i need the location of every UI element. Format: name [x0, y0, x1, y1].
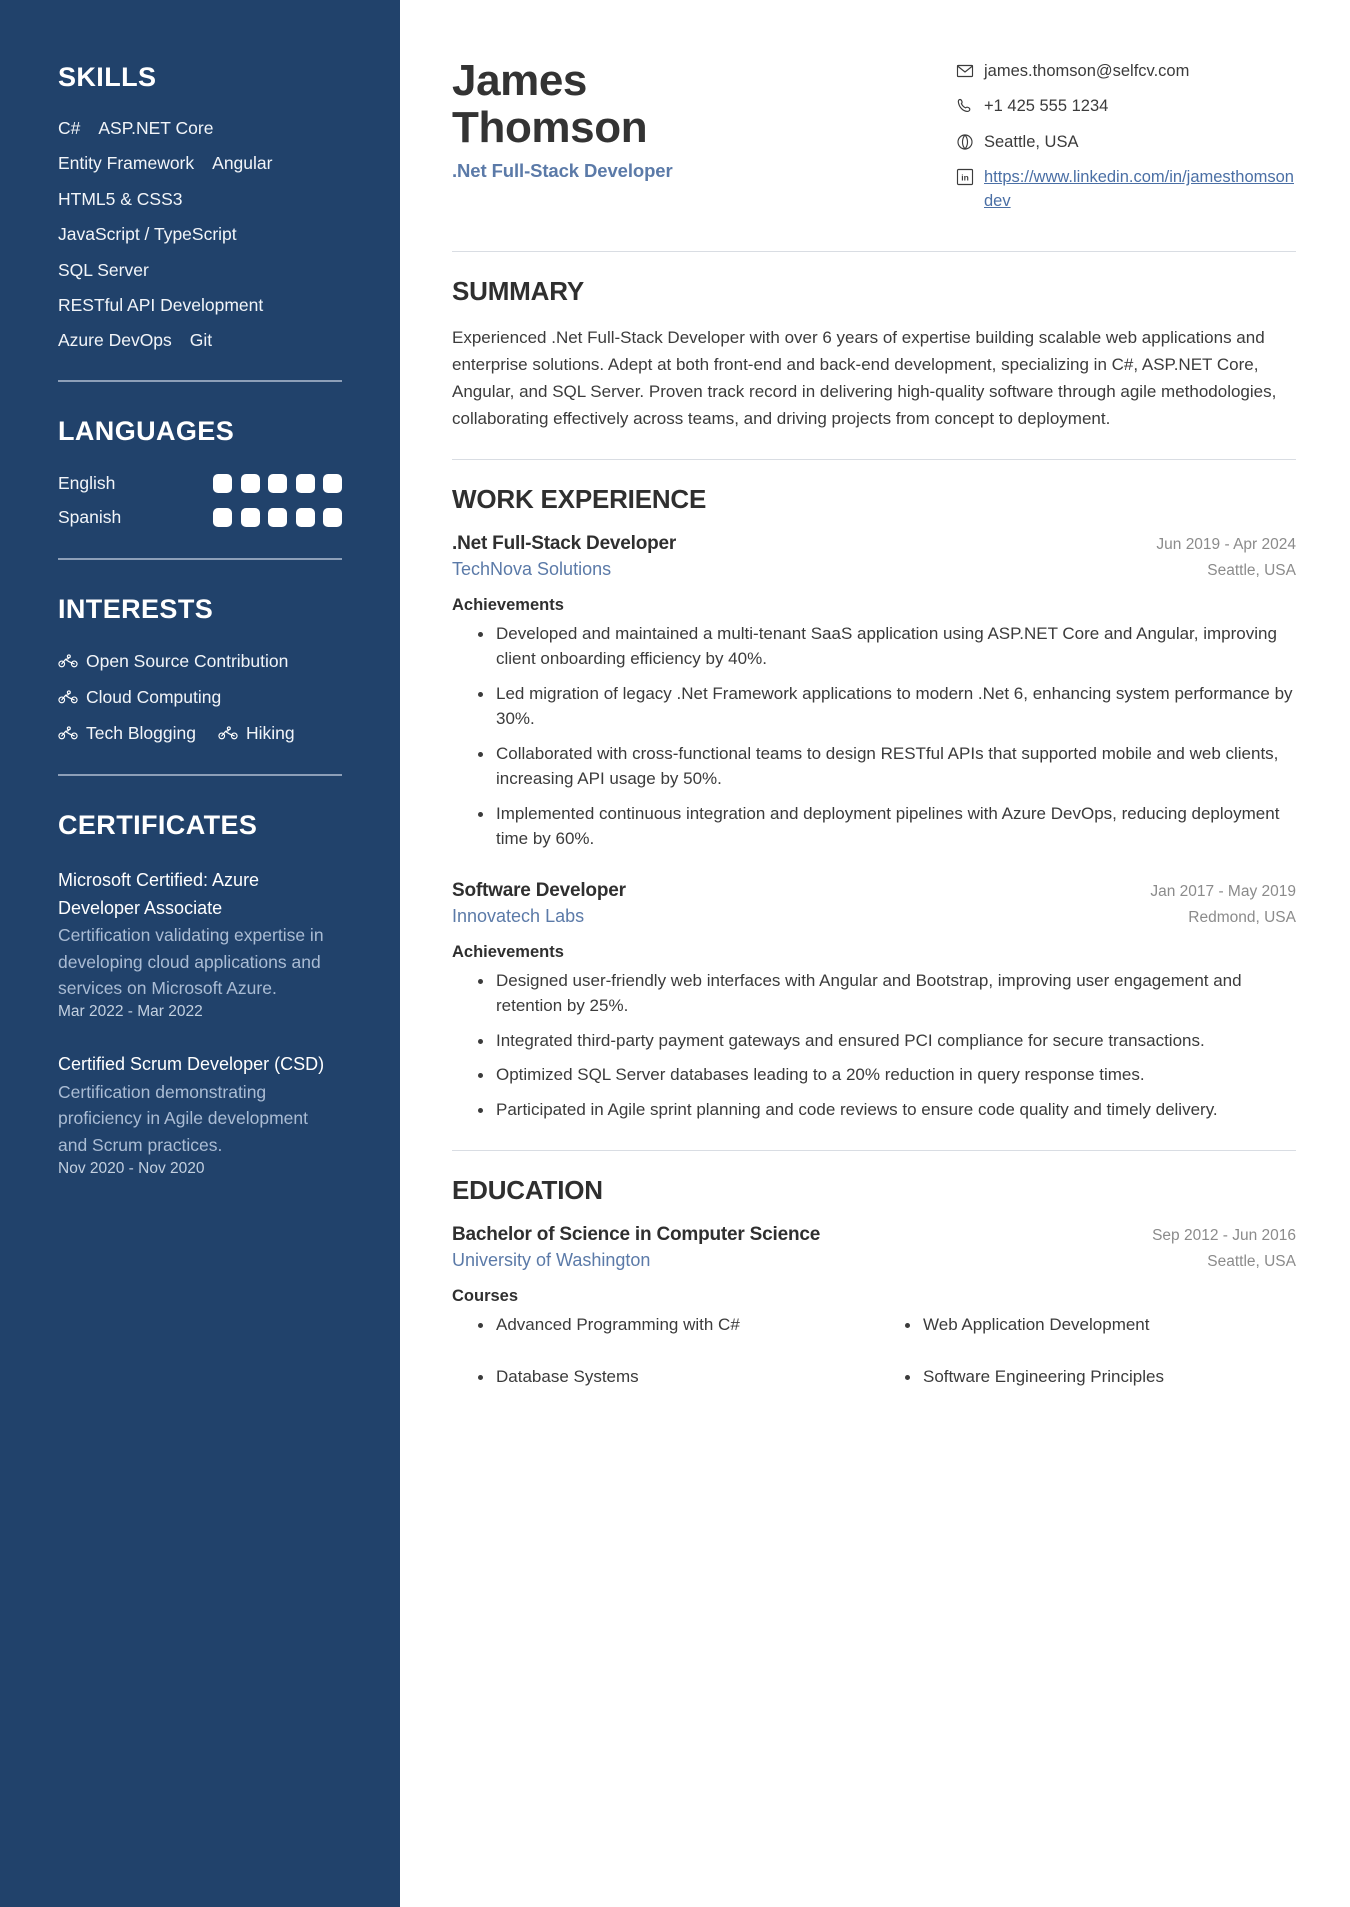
- skill-item: Azure DevOps: [58, 330, 172, 351]
- education-degree: Bachelor of Science in Computer Science: [452, 1224, 821, 1246]
- skill-item: Git: [189, 330, 213, 351]
- certificate-item: [58, 1051, 342, 1178]
- language-name: English: [58, 472, 116, 493]
- svg-text:in: in: [961, 172, 969, 183]
- language-level: [213, 508, 342, 527]
- skill-row: [58, 119, 342, 137]
- language-level-square: [268, 508, 287, 527]
- language-row: [58, 473, 342, 494]
- achievement-item: Participated in Agile sprint planning and code reviews to ensure code quality and timely delivery.: [468, 1097, 1296, 1123]
- certificate-date: Mar 2022 - Mar 2022: [58, 1003, 203, 1021]
- skill-item: SQL Server: [58, 259, 149, 280]
- certificates-list: [58, 867, 342, 1178]
- course-item: Advanced Programming with C#: [468, 1312, 869, 1338]
- contact-list: [956, 50, 1296, 225]
- sidebar-divider-3: [58, 774, 342, 776]
- courses-label: Courses: [452, 1287, 519, 1306]
- skill-item: HTML5 & CSS3: [58, 188, 183, 209]
- language-level-square: [323, 474, 342, 493]
- work-entry-organization: TechNova Solutions: [452, 558, 612, 579]
- interest-label: Tech Blogging: [86, 722, 196, 743]
- language-level-square: [241, 508, 260, 527]
- work-entry: [452, 880, 1296, 1123]
- bicycle-icon: [58, 690, 78, 704]
- phone-icon: [956, 97, 974, 115]
- contact-text: +1 425 555 1234: [984, 97, 1109, 116]
- sidebar-section-certificates: [58, 810, 342, 1178]
- certificate-title: Certified Scrum Developer (CSD): [58, 1054, 325, 1075]
- sidebar-section-interests: [58, 594, 342, 744]
- achievements-label: Achievements: [452, 595, 564, 614]
- work-entry-role: Software Developer: [452, 879, 626, 901]
- work-entry: [452, 533, 1296, 852]
- course-item: Web Application Development: [895, 1312, 1296, 1338]
- sidebar-section-languages: [58, 416, 342, 528]
- course-item: Software Engineering Principles: [895, 1364, 1296, 1390]
- divider-summary: [452, 251, 1296, 252]
- section-education: [452, 1175, 1296, 1415]
- certificate-title: Microsoft Certified: Azure Developer Associate: [58, 869, 260, 918]
- divider-education: [452, 1150, 1296, 1151]
- language-level-square: [296, 474, 315, 493]
- education-date: Sep 2012 - Jun 2016: [1152, 1227, 1296, 1245]
- work-entry-date: Jan 2017 - May 2019: [1150, 882, 1296, 900]
- interest-line: [58, 651, 342, 672]
- summary-heading: SUMMARY: [452, 276, 584, 307]
- languages-heading: LANGUAGES: [58, 415, 235, 446]
- interest-line: [58, 687, 342, 708]
- skill-item: JavaScript / TypeScript: [58, 224, 237, 245]
- achievement-item: Led migration of legacy .Net Framework applications to modern .Net 6, enhancing system performance by 30%.: [468, 681, 1296, 732]
- work-experience-heading: WORK EXPERIENCE: [452, 483, 707, 514]
- certificate-date: Nov 2020 - Nov 2020: [58, 1159, 205, 1177]
- interest-label: Hiking: [245, 722, 295, 743]
- linkedin-icon: [956, 168, 974, 186]
- resume-header: [452, 50, 1296, 225]
- skill-row: [58, 154, 342, 172]
- section-work-experience: [452, 484, 1296, 1123]
- skills-list: [58, 119, 342, 350]
- achievement-item: Optimized SQL Server databases leading to a 20% reduction in query response times.: [468, 1062, 1296, 1088]
- language-level-square: [213, 508, 232, 527]
- interest-item: [58, 687, 221, 708]
- education-entry-header: [452, 1224, 1296, 1246]
- bicycle-icon: [58, 654, 78, 668]
- work-entry-date: Jun 2019 - Apr 2024: [1156, 535, 1296, 553]
- work-entry-organization: Innovatech Labs: [452, 905, 585, 926]
- name-block: [452, 50, 673, 182]
- bicycle-icon: [218, 726, 238, 740]
- interest-line: [58, 723, 342, 744]
- contact-text: james.thomson@selfcv.com: [984, 62, 1190, 80]
- contact-link[interactable]: https://www.linkedin.com/in/jamesthomsondev: [984, 168, 1294, 210]
- language-level-square: [296, 508, 315, 527]
- contact-row: [956, 60, 1296, 83]
- divider-work: [452, 459, 1296, 460]
- achievement-item: Integrated third-party payment gateways and ensured PCI compliance for secure transactions.: [468, 1028, 1296, 1054]
- skill-row: [58, 296, 342, 314]
- achievements-label: Achievements: [452, 942, 564, 961]
- skill-item: Entity Framework: [58, 153, 195, 174]
- skill-item: RESTful API Development: [58, 294, 264, 315]
- certificate-description: Certification demonstrating proficiency in Agile development and Scrum practices.: [58, 1082, 309, 1155]
- education-location: Seattle, USA: [1207, 1253, 1296, 1271]
- sidebar-section-skills: [58, 62, 342, 350]
- language-level: [213, 474, 342, 493]
- course-item: Database Systems: [468, 1364, 869, 1390]
- interest-item: [218, 723, 295, 744]
- contact-row: [956, 166, 1296, 213]
- skill-row: [58, 225, 342, 243]
- sidebar-divider-2: [58, 558, 342, 560]
- work-entry-header: [452, 533, 1296, 555]
- interest-item: [58, 723, 196, 744]
- work-entry-subheader: [452, 906, 1296, 927]
- language-level-square: [323, 508, 342, 527]
- interest-item: [58, 651, 288, 672]
- interest-label: Cloud Computing: [86, 686, 222, 707]
- certificates-heading: CERTIFICATES: [58, 809, 258, 840]
- work-entry-location: Seattle, USA: [1207, 561, 1296, 579]
- skill-row: [58, 190, 342, 208]
- interests-list: [58, 651, 342, 744]
- interest-label: Open Source Contribution: [86, 650, 289, 671]
- achievement-item: Implemented continuous integration and deployment pipelines with Azure DevOps, reducing deployment time by 60%.: [468, 801, 1296, 852]
- education-institution: University of Washington: [452, 1250, 651, 1271]
- section-summary: [452, 276, 1296, 432]
- last-name: Thomson: [452, 102, 648, 152]
- contact-row: [956, 131, 1296, 154]
- skill-item: Angular: [212, 153, 273, 174]
- skill-item: C#: [58, 118, 81, 138]
- job-title: .Net Full-Stack Developer: [452, 160, 673, 182]
- achievement-item: Developed and maintained a multi-tenant SaaS application using ASP.NET Core and Angular, improving client onboarding efficiency by 40%.: [468, 621, 1296, 672]
- achievement-item: Designed user-friendly web interfaces with Angular and Bootstrap, improving user engagement and retention by 25%.: [468, 968, 1296, 1019]
- bicycle-icon: [58, 726, 78, 740]
- work-entry-role: .Net Full-Stack Developer: [452, 532, 677, 554]
- contact-text: Seattle, USA: [984, 132, 1079, 151]
- summary-text: Experienced .Net Full-Stack Developer with over 6 years of expertise building scalable web applications and enterprise solutions. Adept at both front-end and back-end development, specializing in C#, ASP.NET Core, Angular, and SQL Server. Proven track record in delivering high-quality software through agile methodologies, collaborating effectively across teams, and driving projects from concept to deployment.: [452, 328, 1277, 428]
- achievements-list: [452, 621, 1296, 852]
- work-entry-subheader: [452, 559, 1296, 580]
- certificate-item: [58, 867, 342, 1022]
- skill-item: ASP.NET Core: [98, 118, 214, 138]
- work-entry-header: [452, 880, 1296, 902]
- skill-row: [58, 331, 342, 349]
- certificate-description: Certification validating expertise in developing cloud applications and services on Microsoft Azure.: [58, 925, 324, 998]
- sidebar: [0, 0, 400, 1907]
- language-level-square: [241, 474, 260, 493]
- skill-row: [58, 261, 342, 279]
- skills-heading: SKILLS: [58, 62, 157, 92]
- languages-list: [58, 473, 342, 528]
- envelope-icon: [956, 62, 974, 80]
- education-entries: [452, 1224, 1296, 1415]
- language-name: Spanish: [58, 506, 122, 527]
- achievement-item: Collaborated with cross-functional teams to design RESTful APIs that supported mobile and web clients, increasing API usage by 50%.: [468, 741, 1296, 792]
- page-title: [452, 58, 673, 151]
- first-name: James: [452, 56, 588, 105]
- sidebar-divider-1: [58, 380, 342, 382]
- work-entries: [452, 533, 1296, 1123]
- courses-list: [452, 1312, 1296, 1415]
- language-level-square: [213, 474, 232, 493]
- contact-row: [956, 95, 1296, 118]
- achievements-list: [452, 968, 1296, 1123]
- language-level-square: [268, 474, 287, 493]
- main-content: [400, 0, 1350, 1907]
- education-heading: EDUCATION: [452, 1175, 603, 1206]
- language-row: [58, 507, 342, 528]
- education-entry-subheader: [452, 1250, 1296, 1271]
- education-entry: [452, 1224, 1296, 1415]
- globe-icon: [956, 133, 974, 151]
- interests-heading: INTERESTS: [58, 593, 214, 624]
- work-entry-location: Redmond, USA: [1188, 908, 1296, 926]
